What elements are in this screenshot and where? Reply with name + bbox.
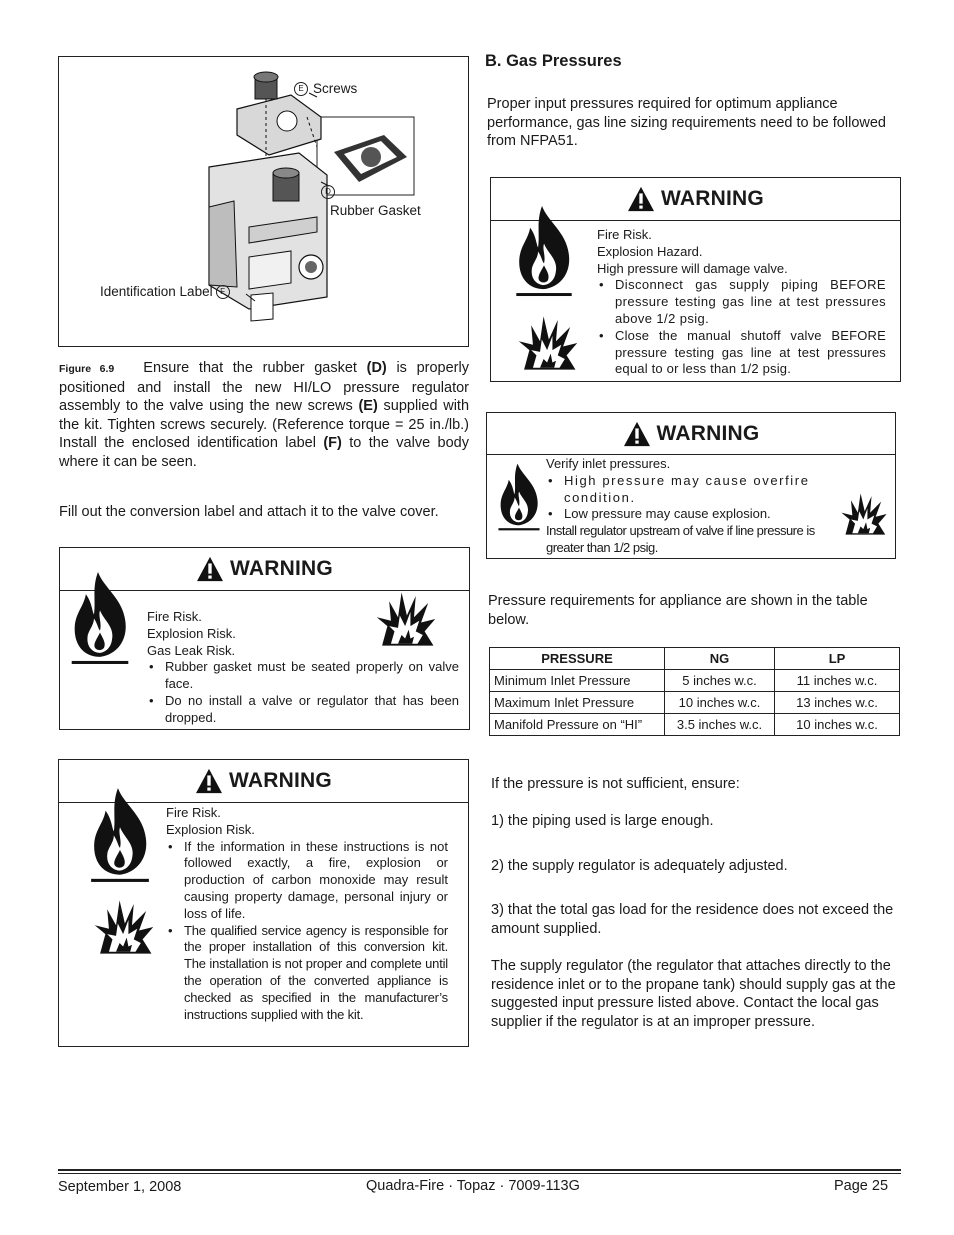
warning-triangle-icon (195, 768, 223, 794)
table-cell: 13 inches w.c. (775, 692, 900, 714)
check-item-2: 2) the supply regulator is adequately adjusted. (491, 858, 788, 874)
footer-rule-top (58, 1169, 901, 1171)
warning-text: Fire Risk. Explosion Risk. Gas Leak Risk. • Rubber gasket must be seated properly on valve face. • Do no install a valve or regulator that has been dropped. (147, 609, 459, 727)
marker-f: F (216, 285, 230, 299)
warning-text: Fire Risk. Explosion Risk. • If the information in these instructions is not followed exactly, a fire, explosion or production of carbon monoxide may result causing property damage, personal injury or loss of life. • The qualified service agency is responsible for the proper installation of this conversion kit. The installation is not proper and complete until the operation of the converted appliance is checked as specified in the manufacturer’s instructions supplied with the kit. (166, 805, 448, 1023)
table-row (490, 670, 900, 692)
explosion-icon (517, 312, 579, 374)
pressure-table (489, 647, 900, 736)
table-intro: Pressure requirements for appliance are shown in the table below. (488, 593, 868, 628)
warning-triangle-icon (623, 421, 651, 447)
col-header-lp: LP (775, 648, 900, 670)
warning-bullet: • If the information in these instructions is not followed exactly, a fire, explosion or production of carbon monoxide may result causing property damage, personal injury or loss of life. (166, 839, 448, 923)
insufficient-intro: If the pressure is not sufficient, ensure: (491, 776, 740, 792)
table-cell: 5 inches w.c. (665, 670, 775, 692)
section-title: B. Gas Pressures (485, 52, 622, 70)
label-identification: Identification Label F (100, 284, 230, 299)
fire-icon (497, 462, 541, 532)
warning-header: WARNING (487, 413, 895, 455)
table-row (490, 692, 900, 714)
footer-rule-bottom (58, 1173, 901, 1174)
warning-header: WARNING (59, 760, 468, 803)
figure-caption: Figure 6.9 Ensure that the rubber gasket (D) is properly positioned and install the new HI/LO pressure regulator assembly to the valve using the new screws (E) supplied with the kit. Tighten screws securely. (Reference torque = 25 in./lb.) Install the enclosed identification label (F) to the valve body where it can be seen. (59, 360, 470, 470)
table-cell: 10 inches w.c. (665, 692, 775, 714)
warning-triangle-icon (196, 556, 224, 582)
label-rubber-gasket: Rubber Gasket (330, 203, 421, 218)
label-screws: E Screws (294, 81, 357, 96)
table-cell: 11 inches w.c. (775, 670, 900, 692)
footer-page-number: Page 25 (834, 1178, 889, 1194)
intro-paragraph: Proper input pressures required for optimum appliance performance, gas line sizing requirements need to be followed from NFPA51. (487, 96, 886, 149)
table-row (490, 714, 900, 736)
warning-triangle-icon (627, 186, 655, 212)
fire-icon (87, 786, 153, 884)
explosion-icon (93, 898, 155, 956)
footer-doc-id: Quadra-Fire · Topaz · 7009-113G (366, 1178, 580, 1194)
col-header-pressure: PRESSURE (490, 648, 665, 670)
warning-bullet: • Low pressure may cause explosion. (546, 506, 844, 523)
fill-out-instruction: Fill out the conversion label and attach it to the valve cover. (59, 504, 439, 520)
warning-box-high-pressure (490, 177, 901, 382)
marker-e: E (294, 82, 308, 96)
fire-icon (68, 570, 132, 666)
warning-bullet: • Close the manual shutoff valve BEFORE pressure testing gas line at test pressures equal to or less than 1/2 psig. (597, 328, 886, 378)
table-header-row (490, 648, 900, 670)
warning-text: Fire Risk. Explosion Hazard. High pressure will damage valve. • Disconnect gas supply piping BEFORE pressure testing gas line at test pressures above 1/2 psig. • Close the manual shutoff valve BEFORE pressure testing gas line at test pressures equal to or less than 1/2 psig. (597, 227, 886, 378)
warning-bullet: • The qualified service agency is responsible for the proper installation of this conversion kit. The installation is not proper and complete until the operation of the converted appliance is checked as specified in the manufacturer’s instructions supplied with the kit. (166, 923, 448, 1024)
table-cell: Maximum Inlet Pressure (490, 692, 665, 714)
check-item-1: 1) the piping used is large enough. (491, 813, 714, 829)
warning-bullet: • High pressure may cause overfire condition. (546, 473, 844, 507)
marker-d-wrap (321, 181, 335, 199)
gas-valve-illustration (59, 57, 468, 346)
table-cell: Manifold Pressure on “HI” (490, 714, 665, 736)
fire-icon (513, 204, 575, 298)
table-cell: Minimum Inlet Pressure (490, 670, 665, 692)
table-cell: 10 inches w.c. (775, 714, 900, 736)
warning-bullet: • Disconnect gas supply piping BEFORE pressure testing gas line at test pressures above 1/2 psig. (597, 277, 886, 327)
warning-text: Verify inlet pressures. • High pressure may cause overfire condition. • Low pressure may cause explosion. Install regulator upstream of valve if line pressure is greater than 1/2 psig. (546, 456, 844, 557)
warning-header: WARNING (491, 178, 900, 221)
explosion-icon (840, 491, 888, 537)
warning-box-gasket (59, 547, 470, 730)
table-cell: 3.5 inches w.c. (665, 714, 775, 736)
warning-box-inlet-pressure (486, 412, 896, 559)
supply-regulator-paragraph: The supply regulator (the regulator that attaches directly to the residence inlet or to the propane tank) should supply gas at the suggested input pressure listed above. Contact the local gas supplier if the regulator is at an improper pressure. (491, 958, 896, 1030)
marker-d: D (321, 185, 335, 199)
warning-bullet: • Rubber gasket must be seated properly on valve face. (147, 659, 459, 693)
warning-box-instructions (58, 759, 469, 1047)
footer-date: September 1, 2008 (58, 1179, 182, 1195)
check-item-3: 3) that the total gas load for the residence does not exceed the amount supplied. (491, 902, 894, 937)
warning-header: WARNING (60, 548, 469, 591)
figure-frame (58, 56, 469, 347)
warning-bullet: • Do no install a valve or regulator that has been dropped. (147, 693, 459, 727)
col-header-ng: NG (665, 648, 775, 670)
